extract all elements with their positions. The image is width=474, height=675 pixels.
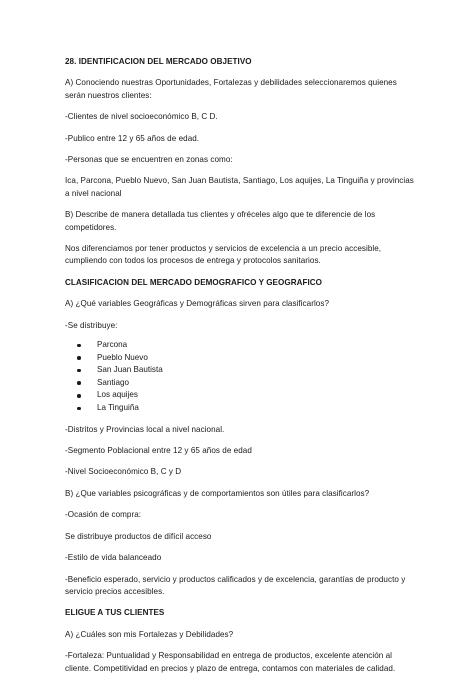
list-item-label: Los aquijes <box>97 390 138 400</box>
section-title-clients: ELIGUE A TUS CLIENTES <box>65 608 165 618</box>
list-item-label: Santiago <box>97 377 129 387</box>
segment-text: -Segmento Poblacional entre 12 y 65 años de edad <box>65 446 252 456</box>
paragraph-a: A) Conociendo nuestras Oportunidades, Fortalezas y debilidades seleccionaremos quienes serán nuestros clientes: <box>65 78 397 100</box>
distributed-intro: -Se distribuye: <box>65 320 118 330</box>
question-strengths: A) ¿Cuáles son mis Fortalezas y Debilidades? <box>65 629 234 639</box>
benefit-text: -Beneficio esperado, servicio y productos calificados y de excelencia, garantías de producto y servicio precios accesibles. <box>65 574 406 596</box>
distribution-list <box>65 339 414 415</box>
question-geographic: A) ¿Qué variables Geográficas y Demográficas sirven para clasificarlos? <box>65 299 329 309</box>
question-psychographic: B) ¿Que variables psicográficas y de comportamientos son útiles para clasificarlos? <box>65 488 370 498</box>
section-title-market-target: 28. IDENTIFICACION DEL MERCADO OBJETIVO <box>65 57 252 66</box>
zones-intro: -Personas que se encuentren en zonas como: <box>65 155 233 165</box>
list-item-label: La Tinguiña <box>97 403 139 413</box>
list-item <box>65 339 414 352</box>
zones-list: Ica, Parcona, Pueblo Nuevo, San Juan Bautista, Santiago, Los aquijes, La Tinguiña y provincias a nivel nacional <box>65 176 414 198</box>
occasion-text: -Ocasión de compra: <box>65 510 142 520</box>
list-item <box>65 389 414 402</box>
districts-text: -Distritos y Provincias local a nivel nacional. <box>65 424 225 434</box>
list-item <box>65 377 414 390</box>
clients-level: -Clientes de nivel socioeconómico B, C D. <box>65 112 218 122</box>
list-item <box>65 352 414 365</box>
section-title-classification: CLASIFICACION DEL MERCADO DEMOGRAFICO Y GEOGRAFICO <box>65 277 323 287</box>
bullet-icon <box>77 369 81 373</box>
list-item-label: Pueblo Nuevo <box>97 352 148 362</box>
strength-text: -Fortaleza: Puntualidad y Responsabilidad en entrega de productos, excelente atención al cliente. Competitividad en precios y plazo de entrega, contamos con materiales de calidad. <box>65 651 396 673</box>
lifestyle-text: -Estilo de vida balanceado <box>65 553 162 563</box>
bullet-icon <box>77 394 81 398</box>
paragraph-b: B) Describe de manera detallada tus clientes y ofréceles algo que te diferencie de los competidores. <box>65 210 376 232</box>
socioeconomic-text: -Nivel Socioeconómico B, C y D <box>65 467 182 477</box>
bullet-icon <box>77 407 81 411</box>
differentiation-text: Nos diferenciamos por tener productos y servicios de excelencia a un precio accesible, cumpliendo con todos los procesos de entrega y protocolos sanitarios. <box>65 244 382 266</box>
clients-age: -Publico entre 12 y 65 años de edad. <box>65 133 200 143</box>
bullet-icon <box>77 381 81 385</box>
list-item-label: San Juan Bautista <box>97 365 163 375</box>
bullet-icon <box>77 344 81 348</box>
list-item <box>65 402 414 415</box>
list-item <box>65 364 414 377</box>
hard-access-text: Se distribuye productos de difícil acceso <box>65 531 212 541</box>
bullet-icon <box>77 356 81 360</box>
list-item-label: Parcona <box>97 340 128 350</box>
